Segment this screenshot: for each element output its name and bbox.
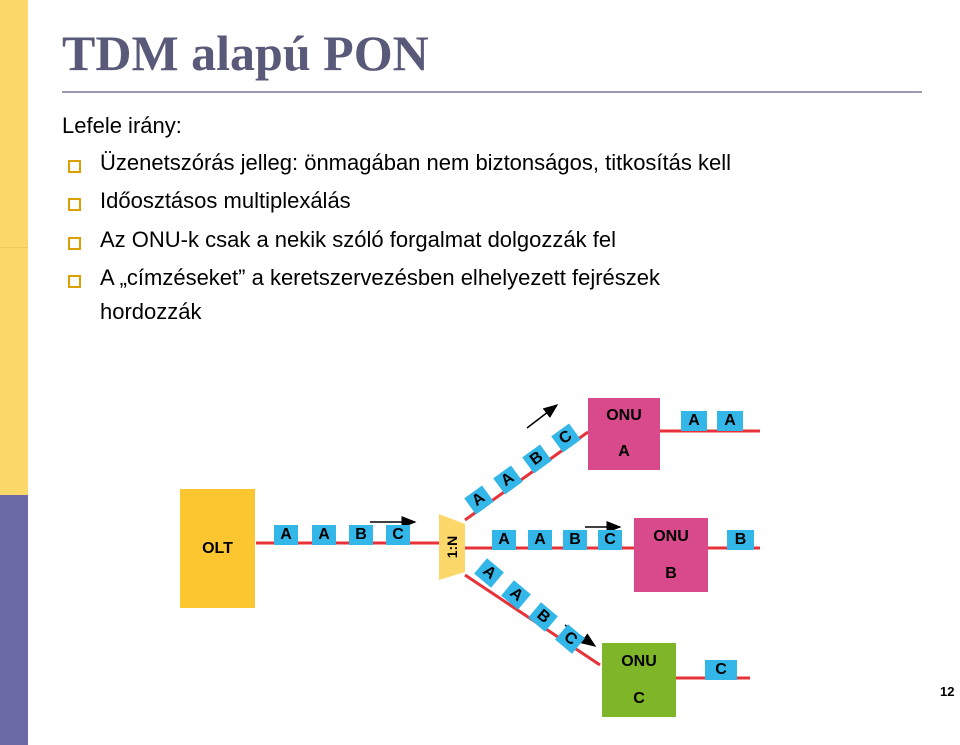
splitter-label: 1:N	[444, 535, 460, 559]
branch-a-packet: A	[464, 485, 494, 514]
onu-c-box	[602, 643, 676, 717]
intro-text: Lefele irány:	[62, 113, 182, 138]
branch-b-packet: C	[598, 530, 622, 550]
bullet-1: Üzenetszórás jelleg: önmagában nem biztonságos, titkosítás kell	[100, 150, 732, 175]
bullet-4: A „címzéseket” a keretszervezésben elhelyezett fejrészek	[100, 265, 661, 290]
onu-a-output-packet: A	[717, 411, 743, 431]
branch-a-packet: A	[493, 465, 523, 494]
onu-a-id: A	[618, 443, 630, 460]
olt-box	[180, 489, 255, 608]
bullet-3: Az ONU-k csak a nekik szóló forgalmat dolgozzák fel	[100, 227, 616, 252]
bullet-2: Időosztásos multiplexálás	[100, 188, 351, 213]
olt-label: OLT	[202, 539, 233, 557]
olt-packet: A	[312, 525, 336, 545]
onu-b-output-packet: B	[727, 530, 754, 550]
onu-c-output-packet: C	[705, 660, 737, 680]
branch-c-packet: A	[501, 580, 531, 609]
olt-packet: B	[349, 525, 373, 545]
bullet-4-continued: hordozzák	[100, 299, 202, 324]
olt-packet: A	[274, 525, 298, 545]
branch-a-packet: B	[522, 444, 552, 473]
branch-b-packet: A	[528, 530, 552, 550]
onu-b-id: B	[665, 564, 677, 582]
branch-c-packet: C	[555, 624, 585, 653]
onu-a-box	[588, 398, 660, 470]
onu-b-box	[634, 518, 708, 592]
onu-b-name: ONU	[653, 527, 689, 545]
olt-packet: C	[386, 525, 410, 545]
slide-title: TDM alapú PON	[62, 25, 429, 81]
branch-a-packet: C	[551, 423, 581, 452]
branch-b-packet: B	[563, 530, 587, 550]
onu-c-name: ONU	[621, 652, 657, 670]
onu-a-name: ONU	[606, 407, 642, 424]
onu-a-output-packet: A	[681, 411, 707, 431]
branch-c-packet: B	[528, 602, 558, 631]
branch-a-arrow	[527, 405, 557, 428]
branch-c-packet: A	[474, 558, 504, 587]
onu-c-id: C	[633, 689, 645, 707]
branch-b-packet: A	[492, 530, 516, 550]
page-number: 12	[940, 684, 955, 699]
